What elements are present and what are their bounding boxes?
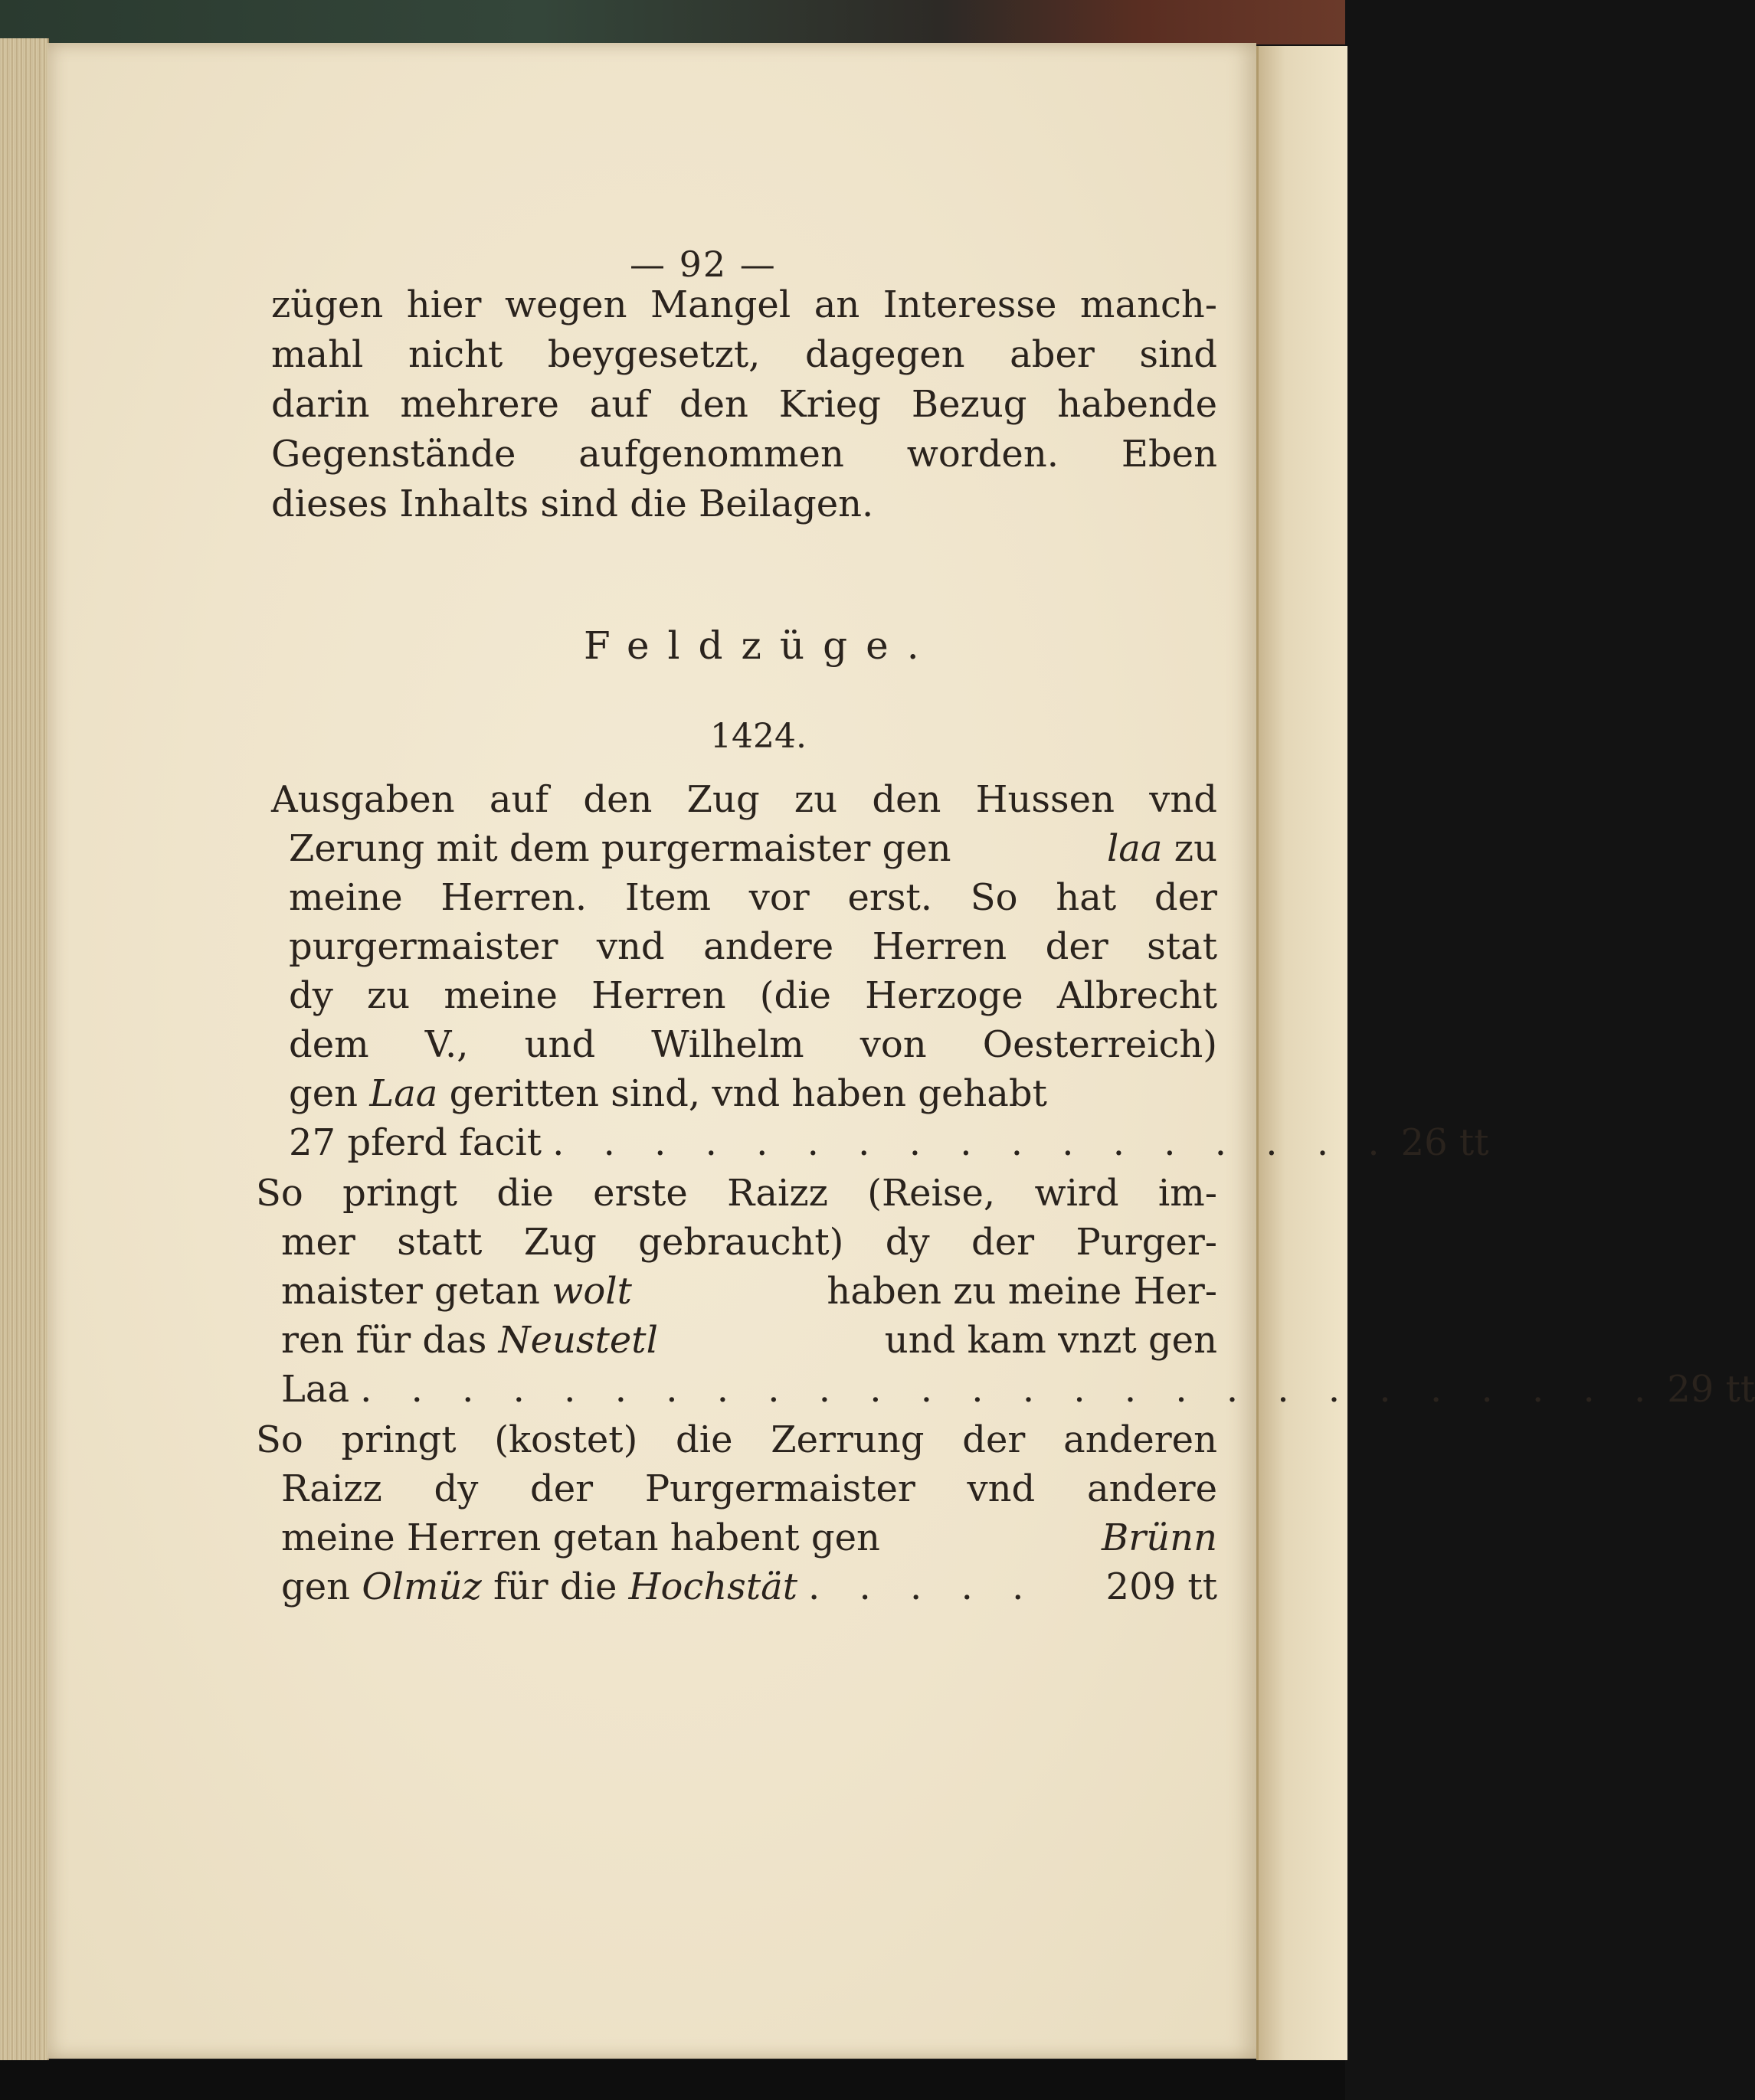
entry2-amount-label: Laa xyxy=(281,1368,350,1411)
entry1-line-2-text: Zerung mit dem purgermaister gen xyxy=(289,827,963,870)
page-edges-left xyxy=(0,38,49,2068)
entry3-line-3 xyxy=(281,1515,1217,1561)
entry3-italic-hochstat: Hochstät xyxy=(628,1565,798,1608)
entry3-italic-brunn: Brünn xyxy=(1102,1516,1217,1559)
entry3-fur-die: für die xyxy=(481,1565,629,1608)
intro-line-4: Gegenstände aufgenommen worden. Eben xyxy=(271,433,1217,476)
book-binding-top xyxy=(0,0,1345,44)
entry1-laa-after: zu xyxy=(1162,827,1217,870)
entry2-line-2: mer statt Zug gebraucht) dy der Purger- xyxy=(281,1221,1217,1264)
intro-line-1: zügen hier wegen Mangel an Interesse manch- xyxy=(271,283,1217,326)
intro-line-2: mahl nicht beygesetzt, dagegen aber sind xyxy=(271,333,1217,376)
entry2-line-4 xyxy=(281,1317,1217,1363)
entry1-line-5: dy zu meine Herren (die Herzoge Albrecht xyxy=(289,974,1217,1017)
entry1-line-2 xyxy=(289,826,1217,872)
entry1-italic-laa: laa xyxy=(1106,827,1163,870)
entry2-italic-wolt: wolt xyxy=(552,1270,632,1313)
page-number: — 92 — xyxy=(630,244,777,285)
entry3-amount: 209 tt xyxy=(1105,1565,1217,1608)
entry2-italic-neustetl: Neustetl xyxy=(498,1319,658,1362)
entry1-gen-after: geritten sind, vnd haben gehabt xyxy=(437,1072,1047,1115)
entry1-line-1: Ausgaben auf den Zug zu den Hussen vnd xyxy=(271,778,1217,821)
entry2-line-4-a: ren für das xyxy=(281,1319,499,1362)
entry3-amount-label xyxy=(281,1564,797,1610)
entry1-line-7 xyxy=(289,1071,1217,1117)
entry2-line-3-b: haben zu meine Her- xyxy=(815,1270,1217,1313)
entry3-line-1: So pringt (kostet) die Zerrung der anderen xyxy=(256,1418,1217,1461)
intro-line-5: dieses Inhalts sind die Beilagen. xyxy=(271,482,874,525)
book-page xyxy=(47,43,1755,2059)
entry3-leader-dots: . . . . . xyxy=(808,1565,1038,1608)
entry2-line-1: So pringt die erste Raizz (Reise, wird im- xyxy=(256,1172,1217,1215)
entry1-line-3: meine Herren. Item vor erst. So hat der xyxy=(289,876,1217,919)
year-heading: 1424. xyxy=(710,717,807,756)
entry2-amount: 29 tt xyxy=(1667,1368,1755,1411)
entry3-gen: gen xyxy=(281,1565,362,1608)
entry3-line-3-a: meine Herren getan habent gen xyxy=(281,1516,892,1559)
facing-page-edge xyxy=(1256,46,1347,2060)
entry2-line-4-b: und kam vnzt gen xyxy=(873,1319,1217,1362)
entry2-leader-dots: . . . . . . . . . . . . . . . . . . . . . . . . . . xyxy=(360,1368,1660,1411)
entry3-amount-row xyxy=(281,1564,1217,1610)
entry3-line-2: Raizz dy der Purgermaister vnd andere xyxy=(281,1467,1217,1510)
entry1-amount-label: 27 pferd facit xyxy=(289,1121,542,1164)
entry2-line-3 xyxy=(281,1268,1217,1314)
entry3-italic-olmuz: Olmüz xyxy=(362,1565,482,1608)
entry1-line-6: dem V., und Wilhelm von Oesterreich) xyxy=(289,1023,1217,1066)
book-binding-bottom xyxy=(0,2060,1345,2100)
entry2-amount-row xyxy=(281,1366,1755,1412)
entry1-gen: gen xyxy=(289,1072,370,1115)
entry1-leader-dots: . . . . . . . . . . . . . . . . . xyxy=(552,1121,1393,1164)
entry1-italic-laa-place: Laa xyxy=(369,1072,438,1115)
entry1-line-4: purgermaister vnd andere Herren der stat xyxy=(289,925,1217,968)
intro-line-3: darin mehrere auf den Krieg Bezug habende xyxy=(271,383,1217,426)
section-title: Feldzüge. xyxy=(584,623,938,668)
entry1-amount-row xyxy=(289,1120,1489,1166)
entry2-line-3-a: maister getan xyxy=(281,1270,552,1313)
entry1-amount: 26 tt xyxy=(1400,1121,1489,1164)
